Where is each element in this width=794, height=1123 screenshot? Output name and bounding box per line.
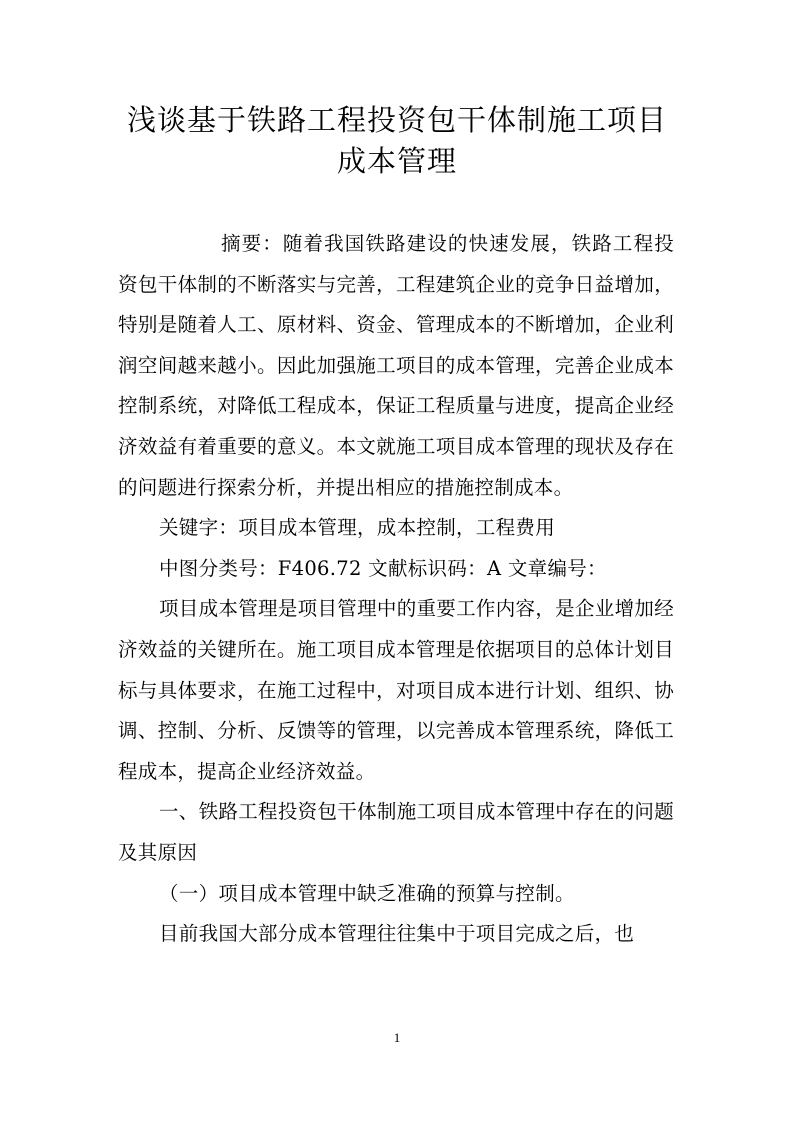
abstract-paragraph: 摘要：随着我国铁路建设的快速发展，铁路工程投资包干体制的不断落实与完善，工程建筑企业的竞争日益增加，特别是随着人工、原材料、资金、管理成本的不断增加，企业利润空间越来越小。因此加强施工项目的成本管理，完善企业成本控制系统，对降低工程成本，保证工程质量与进度，提高企业经济效益有着重要的意义。本文就施工项目成本管理的现状及存在的问题进行探索分析，并提出相应的措施控制成本。 <box>118 232 674 499</box>
document-body <box>118 224 674 955</box>
body-paragraph: 目前我国大部分成本管理往往集中于项目完成之后，也 <box>159 922 635 946</box>
intro-paragraph: 项目成本管理是项目管理中的重要工作内容，是企业增加经济效益的关键所在。施工项目成本管理是依据项目的总体计划目标与具体要求，在施工过程中，对项目成本进行计划、组织、协调、控制、分析、反馈等的管理，以完善成本管理系统，降低工程成本，提高企业经济效益。 <box>118 597 674 783</box>
subsection-heading: （一）项目成本管理中缺乏准确的预算与控制。 <box>159 881 575 905</box>
classification-paragraph: 中图分类号：F406.72 文献标识码：A 文章编号： <box>159 556 607 580</box>
document-title-line1: 浅谈基于铁路工程投资包干体制施工项目 <box>126 103 667 137</box>
keywords-paragraph: 关键字：项目成本管理，成本控制，工程费用 <box>159 516 556 540</box>
document-title-line2: 成本管理 <box>336 144 457 178</box>
page-number: 1 <box>393 1030 401 1045</box>
section-heading: 一、铁路工程投资包干体制施工项目成本管理中存在的问题及其原因 <box>118 800 674 864</box>
